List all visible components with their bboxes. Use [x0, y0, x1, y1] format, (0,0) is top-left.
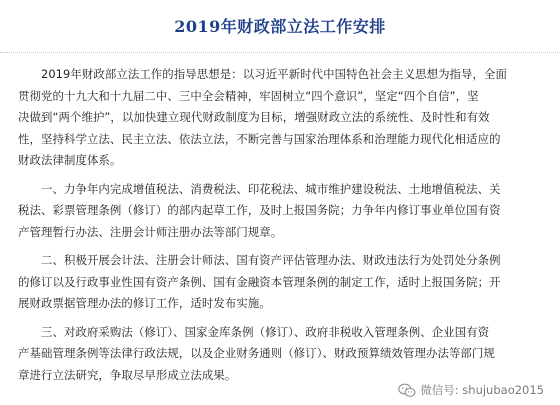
text-line: 一、力争年内完成增值税法、消费税法、印花税法、城市维护建设税法、土地增值税法、关: [18, 181, 501, 196]
text-line: 性，坚持科学立法、民主立法、依法立法，不断完善与国家治理体系和治理能力现代化相适应的: [18, 131, 501, 146]
wechat-icon: [398, 383, 416, 398]
text-line: 二、积极开展会计法、注册会计师法、国有资产评估管理办法、财政违法行为处罚处分条例: [18, 253, 501, 267]
text-line: 税法、彩票管理条例（修订）的部内起草工作，及时上报国务院；力争年内修订事业单位国有资: [18, 203, 501, 217]
page-title: 2019年财政部立法工作安排: [174, 17, 386, 36]
paragraph-item-three: [18, 322, 544, 387]
article-body: [18, 64, 544, 393]
text-line: 产管理暂行办法、注册会计师注册办法等部门规章。: [18, 224, 283, 239]
paragraph-item-two: [18, 250, 544, 315]
watermark-text: 微信号: shujubao2015: [420, 383, 544, 397]
text-line: 产基础管理条例等法律行政法规，以及企业财务通则（修订）、财政预算绩效管理办法等部门规: [18, 346, 495, 360]
title-divider: [0, 52, 560, 53]
text-line: 三、对政府采购法（修订）、国家金库条例（修订）、政府非税收入管理条例、企业国有资: [18, 324, 490, 339]
text-line: 章进行立法研究，争取尽早形成立法成果。: [18, 367, 237, 382]
text-line: 2019年财政部立法工作的指导思想是：以习近平新时代中国特色社会主义思想为指导，全面: [18, 67, 508, 81]
text-line: 贯彻党的十九大和十九届二中、三中全会精神，牢固树立“四个意识”，坚定“四个自信”，坚: [18, 88, 479, 103]
text-line: 决做到“两个维护”，以加快建立现代财政制度为目标，增强财政立法的系统性、及时性和有效: [18, 110, 490, 124]
text-line: 的修订以及行政事业性国有资产条例、国有金融资本管理条例的制定工作，适时上报国务院；开: [18, 274, 501, 289]
text-line: 财政法律制度体系。: [18, 153, 122, 167]
wechat-watermark: [394, 381, 548, 399]
paragraph-item-one: [18, 179, 544, 244]
paragraph-guiding-ideology: [18, 64, 544, 172]
text-line: 展财政票据管理办法的修订工作，适时发布实施。: [18, 296, 271, 310]
